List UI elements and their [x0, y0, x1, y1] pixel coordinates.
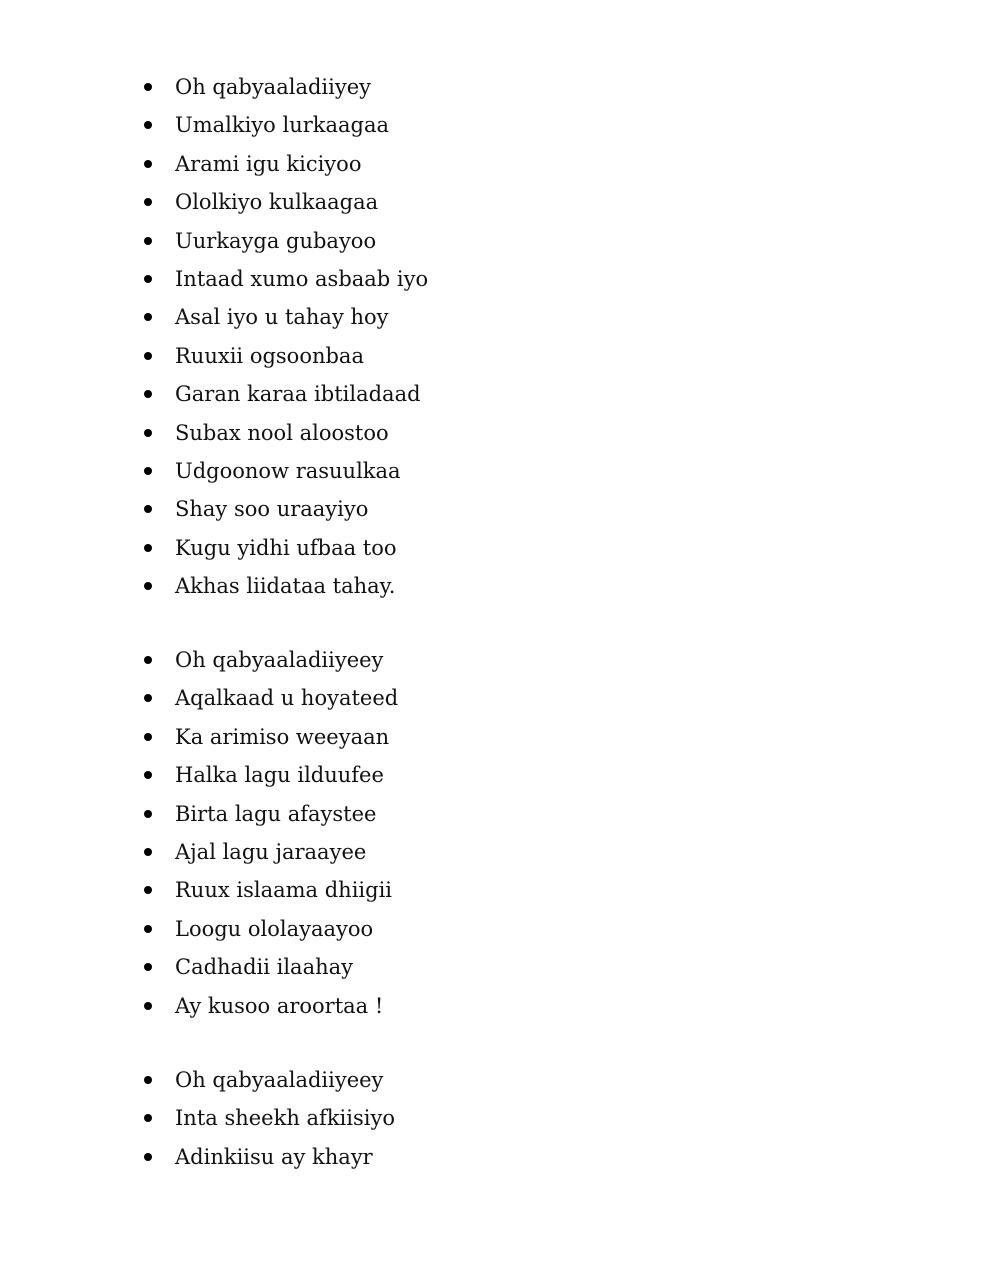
poem-line: Halka lagu ilduufee	[175, 763, 384, 788]
poem-line: Arami igu kiciyoo	[175, 151, 362, 176]
poem-line: Umalkiyo lurkaagaa	[175, 113, 389, 138]
poem-line: Oh qabyaaladiiyeey	[175, 648, 384, 672]
poem-line: Asal iyo u tahay hoy	[175, 305, 389, 330]
bullet-icon	[144, 467, 152, 475]
bullet-icon	[144, 313, 152, 321]
poem-line: Ay kusoo aroortaa !	[175, 993, 384, 1018]
bullet-icon	[144, 275, 152, 283]
bullet-icon	[144, 582, 152, 590]
bullet-icon	[144, 198, 152, 206]
poem-line: Shay soo uraayiyo	[175, 497, 369, 522]
bullet-icon	[144, 694, 152, 702]
poem-line: Adinkiisu ay khayr	[175, 1144, 373, 1169]
bullet-icon	[144, 160, 152, 168]
poem-line: Subax nool aloostoo	[175, 420, 389, 445]
bullet-icon	[144, 733, 152, 741]
poem-line: Oh qabyaaladiiyeey	[175, 1068, 384, 1092]
bullet-icon	[144, 352, 152, 360]
bullet-icon	[144, 1002, 152, 1010]
poem-line: Ololkiyo kulkaagaa	[175, 190, 379, 215]
bullet-icon	[144, 810, 152, 818]
bullet-icon	[144, 544, 152, 552]
poem-line: Ruux islaama dhiigii	[175, 878, 393, 903]
poem-line: Inta sheekh afkiisiyo	[175, 1106, 395, 1131]
bullet-icon	[144, 1153, 152, 1161]
bullet-icon	[144, 237, 152, 245]
bullet-icon	[144, 390, 152, 398]
bullet-icon	[144, 886, 152, 894]
poem-line: Cadhadii ilaahay	[175, 955, 354, 980]
bullet-icon	[144, 429, 152, 437]
bullet-icon	[144, 656, 152, 664]
poem-line: Ka arimiso weeyaan	[175, 724, 390, 749]
bullet-icon	[144, 121, 152, 129]
bullet-icon	[144, 963, 152, 971]
bullet-icon	[144, 771, 152, 779]
poem-line: Kugu yidhi ufbaa too	[175, 535, 397, 560]
bullet-icon	[144, 505, 152, 513]
bullet-icon	[144, 1076, 152, 1084]
poem-line: Udgoonow rasuulkaa	[175, 458, 401, 483]
poem-line: Garan karaa ibtiladaad	[175, 382, 421, 407]
poem-line: Oh qabyaaladiiyey	[175, 75, 371, 99]
poem-line: Intaad xumo asbaab iyo	[175, 266, 429, 291]
poem-line: Loogu ololayaayoo	[175, 916, 374, 941]
poem-line: Ajal lagu jaraayee	[175, 839, 367, 864]
bullet-icon	[144, 83, 152, 91]
poem-line: Akhas liidataa tahay.	[175, 574, 396, 599]
poem-line: Ruuxii ogsoonbaa	[175, 343, 364, 368]
poem-line: Aqalkaad u hoyateed	[175, 686, 399, 711]
bullet-icon	[144, 925, 152, 933]
bullet-icon	[144, 848, 152, 856]
poem-line: Uurkayga gubayoo	[175, 228, 377, 253]
poem-line: Birta lagu afaystee	[175, 801, 377, 826]
bullet-icon	[144, 1114, 152, 1122]
